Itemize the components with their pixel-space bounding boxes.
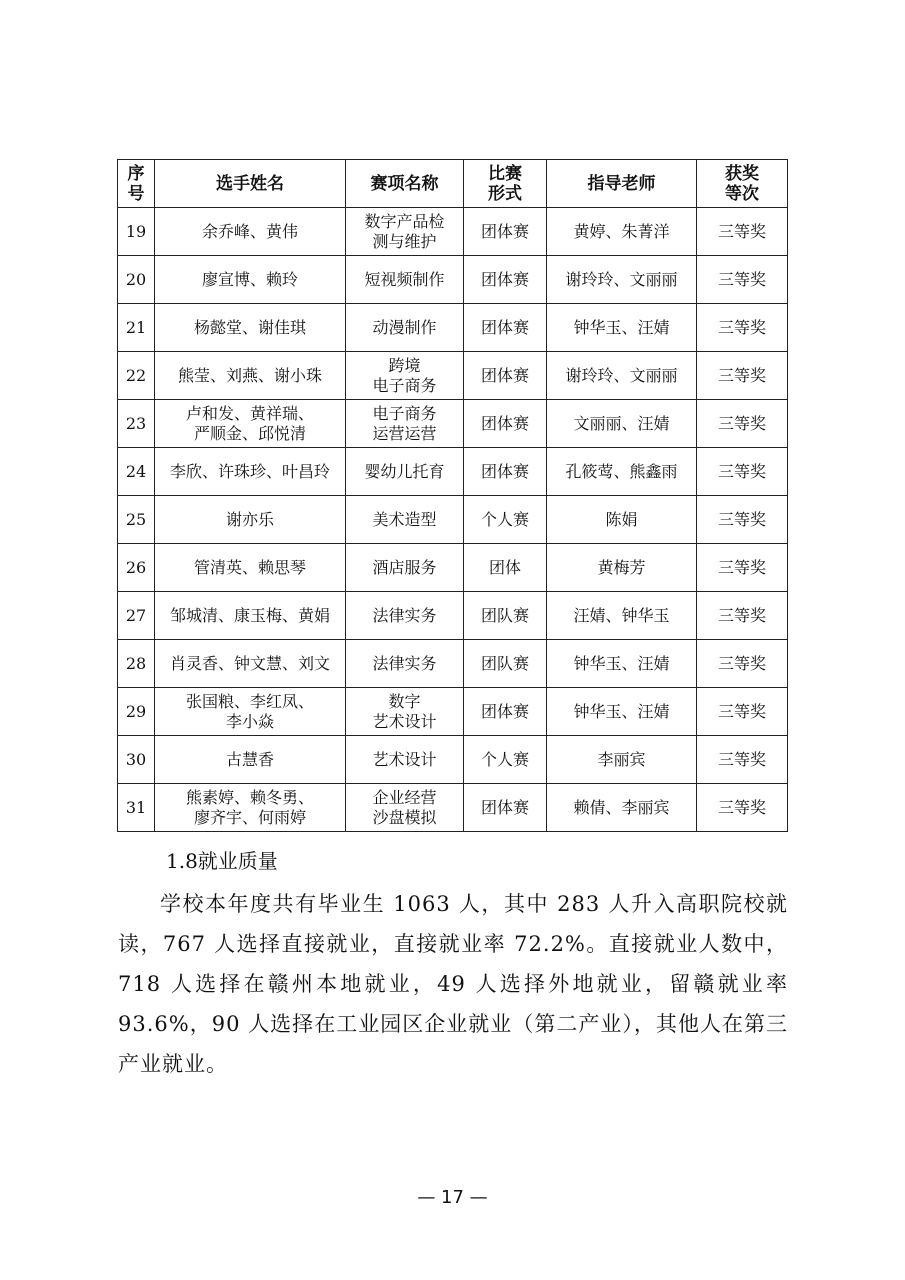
header-award: 获奖 等次 [697, 160, 788, 208]
table-row [118, 592, 788, 640]
cell-event: 数字产品检 测与维护 [346, 208, 464, 256]
header-event: 赛项名称 [346, 160, 464, 208]
cell-award: 三等奖 [697, 304, 788, 352]
cell-seq: 24 [118, 448, 155, 496]
cell-teacher: 钟华玉、汪婧 [547, 640, 697, 688]
cell-format: 团体赛 [464, 448, 547, 496]
cell-format: 团体赛 [464, 208, 547, 256]
cell-name: 余乔峰、黄伟 [155, 208, 346, 256]
cell-seq: 21 [118, 304, 155, 352]
cell-award: 三等奖 [697, 496, 788, 544]
cell-format: 团体赛 [464, 304, 547, 352]
cell-teacher: 李丽宾 [547, 736, 697, 784]
cell-event: 艺术设计 [346, 736, 464, 784]
cell-event: 酒店服务 [346, 544, 464, 592]
cell-event: 短视频制作 [346, 256, 464, 304]
cell-teacher: 孔筱莺、熊鑫雨 [547, 448, 697, 496]
cell-format: 团体赛 [464, 784, 547, 832]
cell-seq: 23 [118, 400, 155, 448]
cell-event: 数字 艺术设计 [346, 688, 464, 736]
cell-teacher: 黄婷、朱菁洋 [547, 208, 697, 256]
cell-name: 卢和发、黄祥瑞、 严顺金、邱悦清 [155, 400, 346, 448]
cell-teacher: 黄梅芳 [547, 544, 697, 592]
cell-teacher: 赖倩、李丽宾 [547, 784, 697, 832]
page-number: — 17 — [417, 1187, 488, 1208]
employment-paragraph: 学校本年度共有毕业生 1063 人，其中 283 人升入高职院校就读，767 人选择直接就业，直接就业率 72.2%。直接就业人数中，718 人选择在赣州本地就业，49 人选择外地就业，留赣就业率 93.6%，90 人选择在工业园区企业就业（第二产业），其他人在第三产业就业。 [118, 892, 788, 1076]
cell-teacher: 钟华玉、汪婧 [547, 304, 697, 352]
table-row [118, 400, 788, 448]
cell-format: 团体 [464, 544, 547, 592]
cell-award: 三等奖 [697, 736, 788, 784]
cell-award: 三等奖 [697, 256, 788, 304]
table-row [118, 544, 788, 592]
header-name: 选手姓名 [155, 160, 346, 208]
table-row [118, 496, 788, 544]
cell-format: 团队赛 [464, 640, 547, 688]
cell-format: 团体赛 [464, 352, 547, 400]
cell-seq: 27 [118, 592, 155, 640]
cell-event: 法律实务 [346, 592, 464, 640]
cell-seq: 19 [118, 208, 155, 256]
cell-award: 三等奖 [697, 208, 788, 256]
cell-name: 谢亦乐 [155, 496, 346, 544]
cell-format: 团体赛 [464, 256, 547, 304]
table-row [118, 640, 788, 688]
table-row [118, 448, 788, 496]
cell-award: 三等奖 [697, 352, 788, 400]
cell-format: 团体赛 [464, 400, 547, 448]
cell-seq: 30 [118, 736, 155, 784]
header-format: 比赛 形式 [464, 160, 547, 208]
cell-teacher: 谢玲玲、文丽丽 [547, 256, 697, 304]
cell-event: 美术造型 [346, 496, 464, 544]
cell-name: 邹城清、康玉梅、黄娟 [155, 592, 346, 640]
cell-award: 三等奖 [697, 592, 788, 640]
cell-seq: 25 [118, 496, 155, 544]
cell-name: 熊素婷、赖冬勇、 廖齐宇、何雨婷 [155, 784, 346, 832]
cell-teacher: 汪婧、钟华玉 [547, 592, 697, 640]
cell-seq: 22 [118, 352, 155, 400]
cell-name: 廖宣博、赖玲 [155, 256, 346, 304]
cell-format: 个人赛 [464, 496, 547, 544]
cell-event: 企业经营 沙盘模拟 [346, 784, 464, 832]
header-row [118, 160, 788, 208]
cell-award: 三等奖 [697, 400, 788, 448]
cell-event: 电子商务 运营运营 [346, 400, 464, 448]
cell-award: 三等奖 [697, 448, 788, 496]
cell-name: 李欣、许珠珍、叶昌玲 [155, 448, 346, 496]
section-heading: 1.8就业质量 [166, 849, 278, 873]
cell-seq: 31 [118, 784, 155, 832]
table-row [118, 256, 788, 304]
cell-teacher: 谢玲玲、文丽丽 [547, 352, 697, 400]
cell-format: 团体赛 [464, 688, 547, 736]
cell-seq: 29 [118, 688, 155, 736]
cell-event: 法律实务 [346, 640, 464, 688]
cell-name: 古慧香 [155, 736, 346, 784]
header-seq: 序 号 [118, 160, 155, 208]
cell-seq: 28 [118, 640, 155, 688]
cell-format: 个人赛 [464, 736, 547, 784]
table-row [118, 352, 788, 400]
cell-name: 杨懿堂、谢佳琪 [155, 304, 346, 352]
table-row [118, 736, 788, 784]
cell-name: 张国粮、李红凤、 李小焱 [155, 688, 346, 736]
cell-award: 三等奖 [697, 640, 788, 688]
awards-table [117, 159, 788, 832]
header-teacher: 指导老师 [547, 160, 697, 208]
table-row [118, 784, 788, 832]
table-body [118, 208, 788, 832]
cell-teacher: 陈娟 [547, 496, 697, 544]
table-row [118, 304, 788, 352]
cell-event: 动漫制作 [346, 304, 464, 352]
cell-award: 三等奖 [697, 784, 788, 832]
cell-teacher: 钟华玉、汪婧 [547, 688, 697, 736]
table-row [118, 688, 788, 736]
cell-name: 熊莹、刘燕、谢小珠 [155, 352, 346, 400]
cell-event: 婴幼儿托育 [346, 448, 464, 496]
cell-format: 团队赛 [464, 592, 547, 640]
cell-seq: 20 [118, 256, 155, 304]
cell-seq: 26 [118, 544, 155, 592]
cell-name: 肖灵香、钟文慧、刘文 [155, 640, 346, 688]
table-header [118, 160, 788, 208]
table-row [118, 208, 788, 256]
cell-award: 三等奖 [697, 688, 788, 736]
cell-award: 三等奖 [697, 544, 788, 592]
cell-event: 跨境 电子商务 [346, 352, 464, 400]
cell-name: 管清英、赖思琴 [155, 544, 346, 592]
cell-teacher: 文丽丽、汪婧 [547, 400, 697, 448]
